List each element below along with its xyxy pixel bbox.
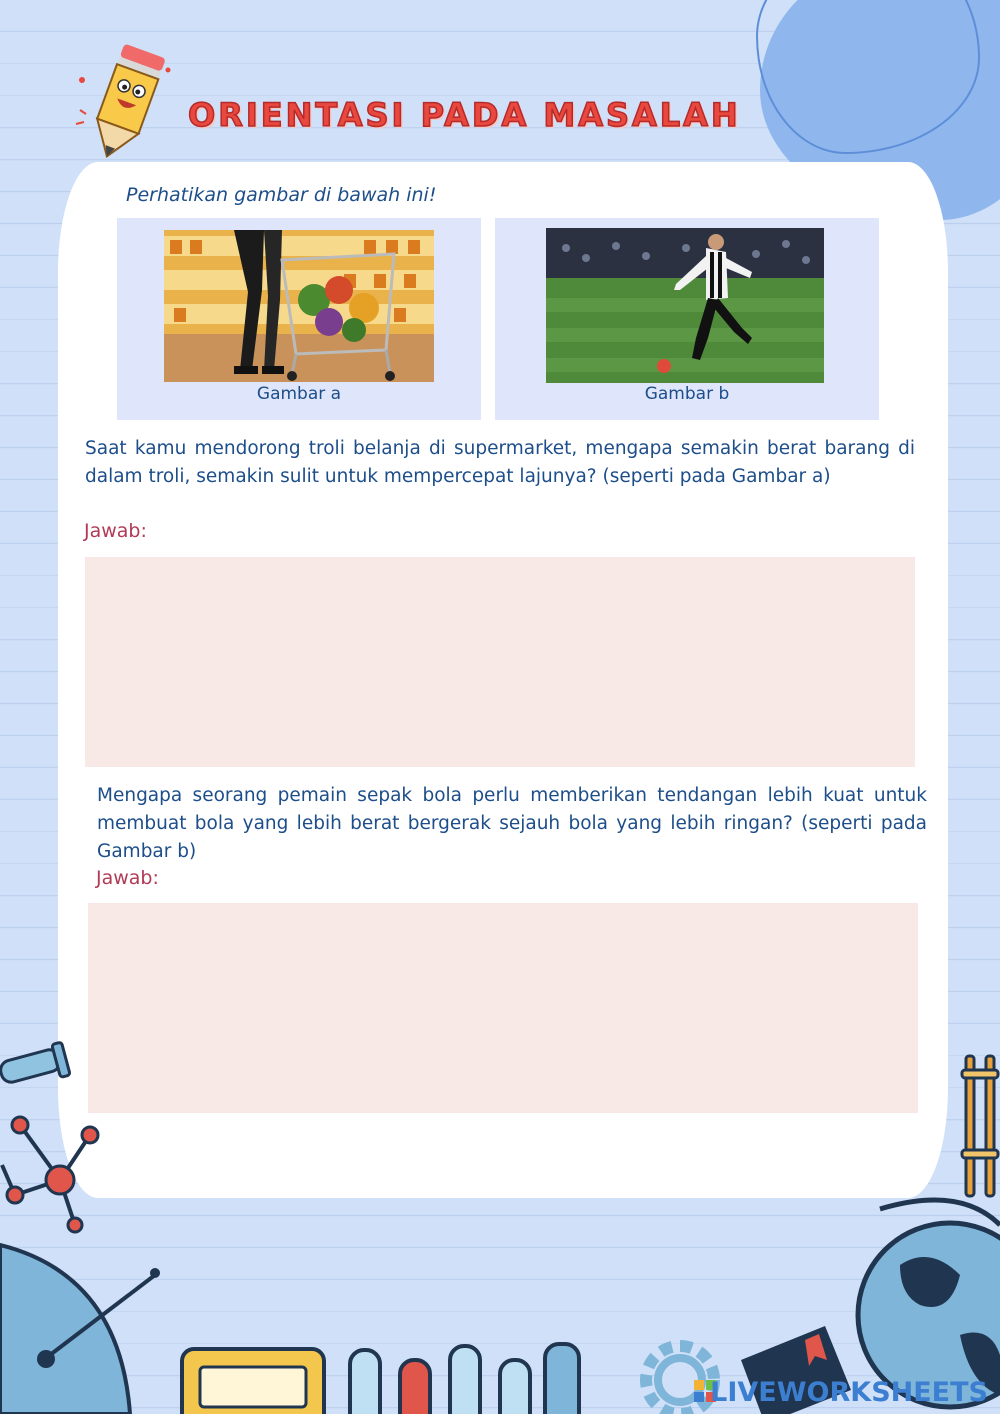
- page-title: ORIENTASI PADA MASALAH: [188, 96, 741, 134]
- image-panel-b: [495, 218, 879, 420]
- answer-2-label: Jawab:: [96, 867, 159, 889]
- answer-1-input[interactable]: [85, 557, 915, 767]
- liveworksheets-watermark: LIVEWORKSHEETS: [710, 1377, 988, 1408]
- test-tubes-icon: [340, 1340, 630, 1414]
- image-caption-b: Gambar b: [644, 384, 730, 404]
- question-2-text: Mengapa seorang pemain sepak bola perlu memberikan tendangan lebih kuat untuk membuat bola yang lebih berat bergerak sejauh bola yang lebih ringan? (seperti pada Gambar b): [97, 785, 927, 862]
- satellite-dish-icon: [0, 1235, 170, 1414]
- question-1-text: Saat kamu mendorong troli belanja di supermarket, mengapa semakin berat barang di dalam troli, semakin sulit untuk mempercepat lajunya? (seperti pada Gambar a): [85, 438, 915, 487]
- ladder-rack-icon: [948, 1050, 1000, 1200]
- calculator-icon: [178, 1345, 328, 1414]
- microscope-icon: [0, 1035, 90, 1095]
- image-panel-a: [117, 218, 481, 420]
- trolley-photo: [164, 230, 434, 382]
- image-caption-a: Gambar a: [256, 384, 342, 404]
- footballer-photo: [546, 228, 824, 383]
- molecule-icon: [0, 1105, 110, 1235]
- answer-1-label: Jawab:: [84, 520, 147, 542]
- answer-2-input[interactable]: [88, 903, 918, 1113]
- pencil-mascot-icon: [72, 40, 182, 168]
- instruction-text: Perhatikan gambar di bawah ini!: [126, 184, 437, 206]
